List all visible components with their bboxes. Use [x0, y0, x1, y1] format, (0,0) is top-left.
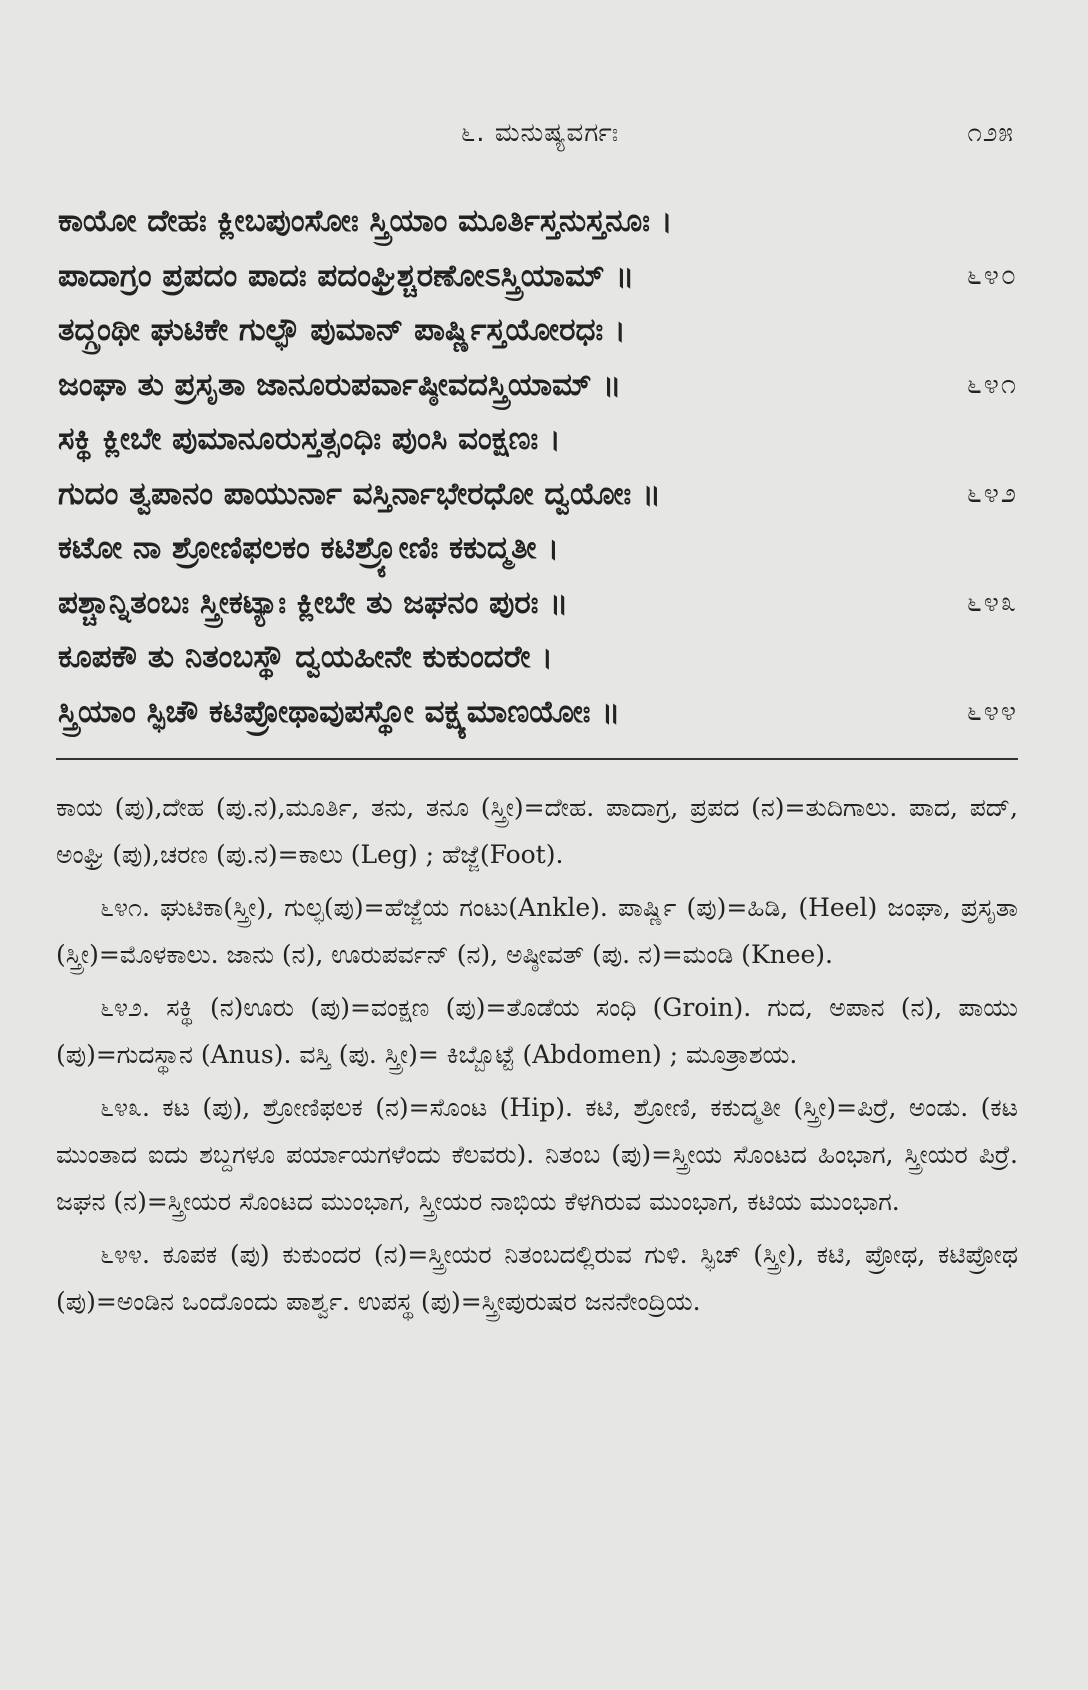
verse-block: [58, 194, 1018, 739]
verse-text: ತದ್ಗ್ರಂಥೀ ಘುಟಿಕೇ ಗುಲ್ಫೌ ಪುಮಾನ್ ಪಾರ್ಷ್ಣಿಸ್ತಯೋರಧಃ ।: [58, 312, 626, 348]
verse-text: ಜಂಘಾ ತು ಪ್ರಸೃತಾ ಜಾನೂರುಪರ್ವಾಷ್ಠೀವದಸ್ತ್ರಿಯಾಮ್ ॥: [58, 366, 622, 403]
verse-number: ೬೪೪: [966, 695, 1018, 727]
verse-line: [58, 412, 1018, 467]
verse-line: [58, 576, 1018, 631]
commentary-block: [56, 784, 1018, 1331]
verse-line: [58, 249, 1018, 304]
verse-text: ಸಕ್ಥಿ ಕ್ಲೀಬೇ ಪುಮಾನೂರುಸ್ತತ್ಸಂಧಿಃ ಪುಂಸಿ ವಂಕ್ಷಣಃ ।: [58, 421, 561, 457]
commentary-paragraph: ೬೪೩. ಕಟ (ಪು), ಶ್ರೋಣಿಫಲಕ (ನ)=ಸೊಂಟ (Hip). ಕಟಿ, ಶ್ರೋಣಿ, ಕಕುದ್ಮತೀ (ಸ್ತ್ರೀ)=ಪಿರ್ರೆ, ಅಂಡು. (ಕಟ ಮುಂತಾದ ಐದು ಶಬ್ದಗಳೂ ಪರ್ಯಾಯಗಳೆಂದು ಕೆಲವರು). ನಿತಂಬ (ಪು)=ಸ್ತ್ರೀಯ ಸೊಂಟದ ಹಿಂಭಾಗ, ಸ್ತ್ರೀಯರ ಪಿರ್ರೆ. ಜಘನ (ನ)=ಸ್ತ್ರೀಯರ ಸೊಂಟದ ಮುಂಭಾಗ, ಸ್ತ್ರೀಯರ ನಾಭಿಯ ಕೆಳಗಿರುವ ಮುಂಭಾಗ, ಕಟಿಯ ಮುಂಭಾಗ.: [56, 1093, 1018, 1216]
verse-line: [58, 303, 1018, 358]
verse-line: [58, 467, 1018, 522]
verse-text: ಪಾದಾಗ್ರಂ ಪ್ರಪದಂ ಪಾದಃ ಪದಂಘ್ರಿಶ್ಚರಣೋಽಸ್ತ್ರಿಯಾಮ್ ॥: [58, 257, 635, 294]
commentary-paragraph: ೬೪೧. ಘುಟಿಕಾ(ಸ್ತ್ರೀ), ಗುಲ್ಫ(ಪು)=ಹೆಜ್ಜೆಯ ಗಂಟು(Ankle). ಪಾರ್ಷ್ಣಿ (ಪು)=ಹಿಡಿ, (Heel) ಜಂಘಾ, ಪ್ರಸೃತಾ (ಸ್ತ್ರೀ)=ಮೊಳಕಾಲು. ಜಾನು (ನ), ಊರುಪರ್ವನ್ (ನ), ಅಷ್ಠೀವತ್ (ಪು. ನ)=ಮಂಡಿ (Knee).: [56, 893, 1018, 969]
page-number: ೧೨೫: [967, 118, 1014, 148]
commentary-paragraph: ಕಾಯ (ಪು),ದೇಹ (ಪು.ನ),ಮೂರ್ತಿ, ತನು, ತನೂ (ಸ್ತ್ರೀ)=ದೇಹ. ಪಾದಾಗ್ರ, ಪ್ರಪದ (ನ)=ತುದಿಗಾಲು. ಪಾದ, ಪದ್, ಅಂಘ್ರಿ (ಪು),ಚರಣ (ಪು.ನ)=ಕಾಲು (Leg) ; ಹೆಜ್ಜೆ(Foot).: [56, 793, 1018, 869]
section-divider: [56, 758, 1018, 760]
verse-text: ಸ್ತ್ರಿಯಾಂ ಸ್ಫಿಚೌ ಕಟಿಪ್ರೋಥಾವುಪಸ್ಥೋ ವಕ್ಷ್ಯಮಾಣಯೋಃ ॥: [58, 693, 621, 730]
verse-line: [58, 194, 1018, 249]
verse-line: [58, 685, 1018, 740]
verse-number: ೬೪೦: [966, 259, 1018, 291]
commentary-paragraph: ೬೪೨. ಸಕ್ಥಿ (ನ)ಊರು (ಪು)=ವಂಕ್ಷಣ (ಪು)=ತೊಡೆಯ ಸಂಧಿ (Groin). ಗುದ, ಅಪಾನ (ನ), ಪಾಯು (ಪು)=ಗುದಸ್ಥಾನ (Anus). ವಸ್ತಿ (ಪು. ಸ್ತ್ರೀ)= ಕಿಬ್ಬೊಟ್ಟೆ (Abdomen) ; ಮೂತ್ರಾಶಯ.: [56, 993, 1018, 1069]
verse-number: ೬೪೩: [966, 586, 1018, 618]
verse-text: ಕಟೋ ನಾ ಶ್ರೋಣಿಫಲಕಂ ಕಟಿಶ್ರ್ಯೋಣಿಃ ಕಕುದ್ಮತೀ ।: [58, 530, 560, 566]
chapter-title: ೬. ಮನುಷ್ಯವರ್ಗಃ: [460, 118, 620, 148]
verse-line: [58, 358, 1018, 413]
verse-text: ಕೂಪಕೌ ತು ನಿತಂಬಸ್ಥೌ ದ್ವಯಹೀನೇ ಕುಕುಂದರೇ ।: [58, 639, 553, 675]
verse-text: ಕಾಯೋ ದೇಹಃ ಕ್ಲೀಬಪುಂಸೋಃ ಸ್ತ್ರಿಯಾಂ ಮೂರ್ತಿಸ್ತನುಸ್ತನೂಃ ।: [58, 203, 673, 239]
verse-text: ಪಶ್ಚಾನ್ನಿತಂಬಃ ಸ್ತ್ರೀಕಟ್ಯಾಃ ಕ್ಲೀಬೇ ತು ಜಘನಂ ಪುರಃ ॥: [58, 584, 569, 621]
commentary-paragraph: ೬೪೪. ಕೂಪಕ (ಪು) ಕುಕುಂದರ (ನ)=ಸ್ತ್ರೀಯರ ನಿತಂಬದಲ್ಲಿರುವ ಗುಳಿ. ಸ್ಫಿಚ್ (ಸ್ತ್ರೀ), ಕಟಿ, ಪ್ರೋಥ, ಕಟಿಪ್ರೋಥ (ಪು)=ಅಂಡಿನ ಒಂದೊಂದು ಪಾರ್ಶ್ವ. ಉಪಸ್ಥ (ಪು)=ಸ್ತ್ರೀಪುರುಷರ ಜನನೇಂದ್ರಿಯ.: [56, 1240, 1018, 1316]
verse-line: [58, 630, 1018, 685]
verse-line: [58, 521, 1018, 576]
verse-number: ೬೪೨: [966, 477, 1018, 509]
page-header: [60, 118, 1020, 158]
verse-number: ೬೪೧: [966, 368, 1018, 400]
verse-text: ಗುದಂ ತ್ವಪಾನಂ ಪಾಯುರ್ನಾ ವಸ್ತಿರ್ನಾಭೇರಧೋ ದ್ವಯೋಃ ॥: [58, 475, 661, 512]
